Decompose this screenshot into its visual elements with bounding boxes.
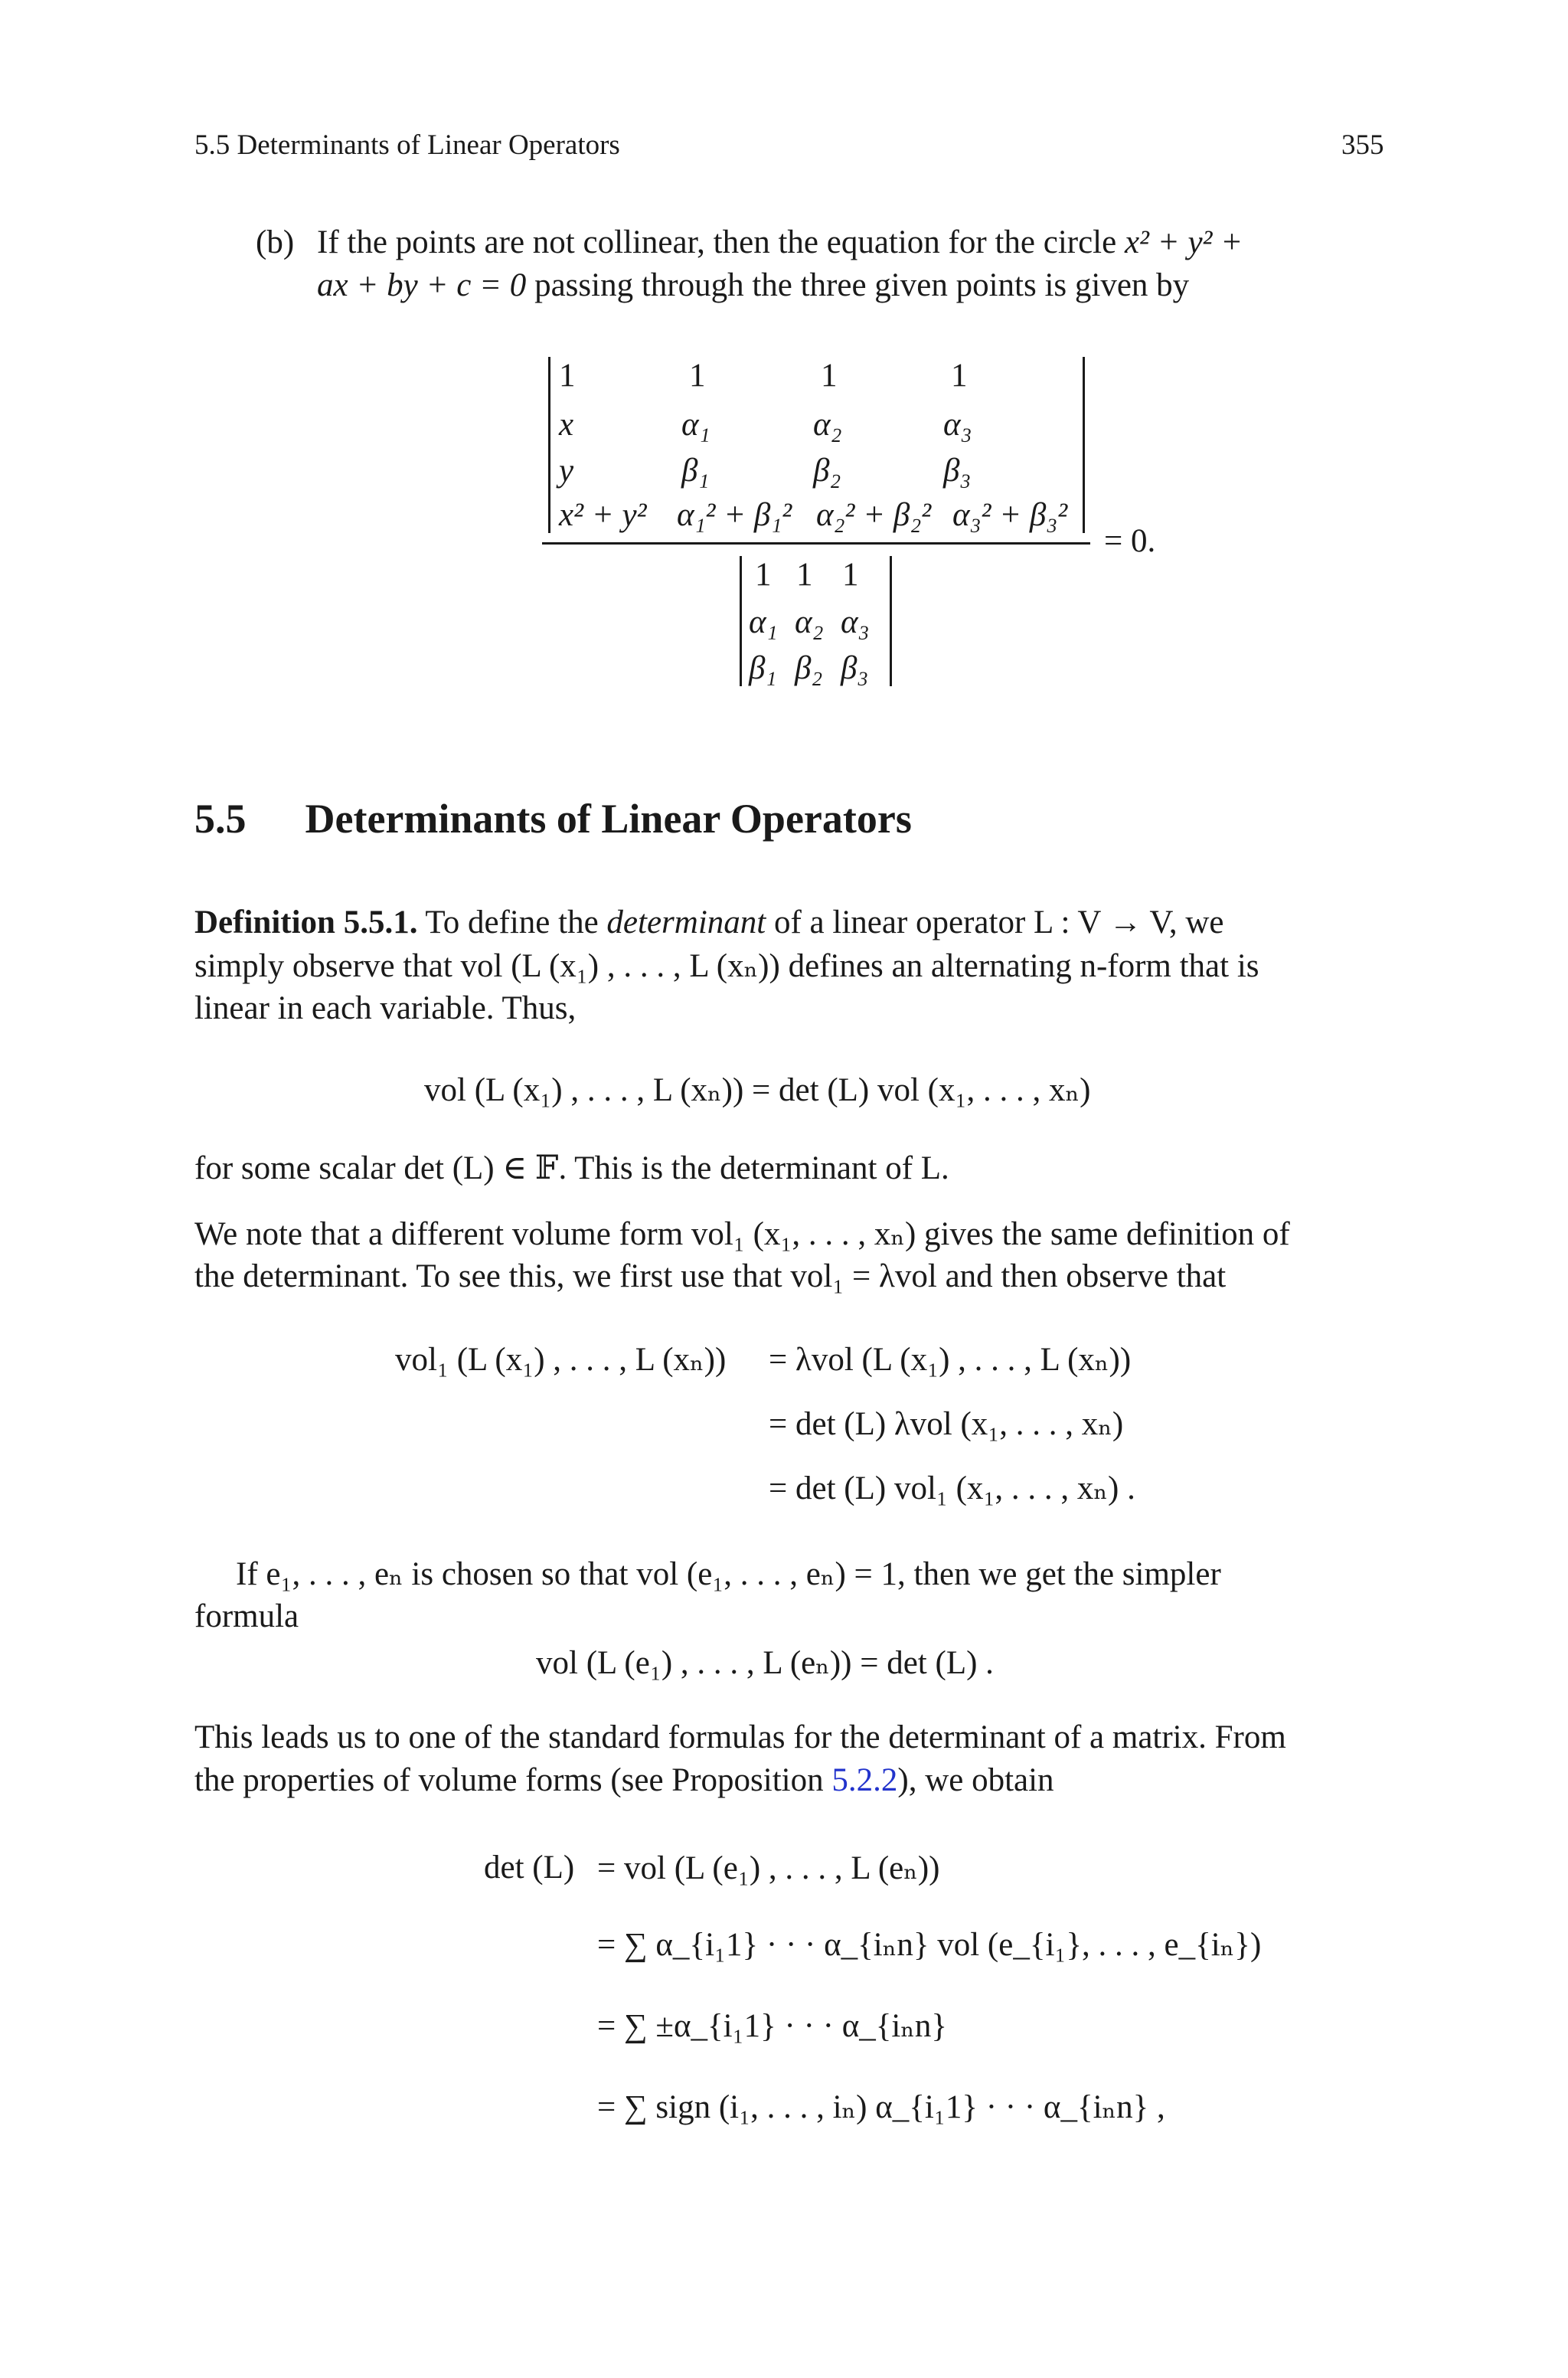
paragraph-volume-line1: We note that a different volume form vol₁ (x₁, . . . , xₙ) gives the same definition of [194,1216,1290,1252]
item-b-line1-text: If the points are not collinear, then the equation for the circle [317,224,1125,260]
denominator-left-bar [740,556,742,686]
eq2-row1: = λvol (L (x₁) , . . . , L (xₙ)) [769,1342,1132,1378]
num-r0-c0: 1 [559,358,576,394]
fraction-line [542,542,1090,545]
den-r0-c0: 1 [755,557,772,593]
item-b-line1-math: x² + y² + [1124,224,1243,260]
equation-vol-det: vol (L (x₁) , . . . , L (xₙ)) = det (L) vol (x₁, . . . , xₙ) [424,1072,1091,1108]
den-r1-c0: α₁ [749,604,778,640]
den-r2-c1: β₂ [795,650,823,686]
section-number: 5.5 [194,796,247,842]
equals-zero: = 0. [1104,523,1156,559]
num-r1-c0: x [559,407,574,443]
paragraph-basis-line1: If e₁, . . . , eₙ is chosen so that vol (e₁, . . . , eₙ) = 1, then we get the simpler [236,1556,1221,1592]
item-b-line2 [317,267,1189,304]
definition-line2: simply observe that vol (L (x₁) , . . . , L (xₙ)) defines an alternating n-form that is [194,948,1259,984]
paragraph-standard-line1: This leads us to one of the standard formulas for the determinant of a matrix. From [194,1719,1286,1755]
page-number: 355 [1341,129,1384,161]
proposition-link[interactable]: 5.2.2 [831,1762,898,1798]
den-r0-c2: 1 [842,557,859,593]
definition-line1-text: To define the [417,904,607,940]
eq4-row1: = vol (L (e₁) , . . . , L (eₙ)) [597,1850,940,1886]
paragraph-volume-line2: the determinant. To see this, we first use that vol₁ = λvol and then observe that [194,1258,1227,1294]
definition-line1 [194,904,1224,941]
eq4-row4: = ∑ sign (i₁, . . . , iₙ) α_{i₁1} · · · α_{iₙn} , [597,2089,1165,2125]
den-r2-c0: β₁ [749,650,777,686]
paragraph-standard-line2 [194,1761,1054,1799]
num-r2-c2: β₂ [813,453,841,489]
eq4-row3: = ∑ ±α_{i₁1} · · · α_{iₙn} [597,2008,948,2044]
num-r1-c3: α₃ [943,407,972,443]
section-title: Determinants of Linear Operators [305,796,912,842]
num-r3-c1: α₁² + β₁² [677,497,792,533]
eq4-lhs: det (L) [484,1850,575,1886]
numerator-right-bar [1083,357,1085,533]
item-b-line2-text: passing through the three given points is given by [526,267,1190,303]
num-r3-c3: α₃² + β₃² [952,497,1068,533]
definition-line3: linear in each variable. Thus, [194,990,577,1026]
num-r1-c1: α₁ [681,407,710,443]
num-r3-c0: x² + y² [559,497,647,533]
numerator-left-bar [548,357,550,533]
paragraph-standard-line2b: ), we obtain [897,1762,1054,1798]
num-r0-c2: 1 [821,358,838,394]
num-r2-c1: β₁ [681,453,710,489]
paragraph-standard-line2a: the properties of volume forms (see Proposition [194,1762,832,1798]
num-r3-c2: α₂² + β₂² [816,497,932,533]
paragraph-basis-line2: formula [194,1598,299,1634]
num-r2-c3: β₃ [943,453,972,489]
den-r0-c1: 1 [796,557,813,593]
section-heading [194,795,912,842]
equation-basis-det: vol (L (e₁) , . . . , L (eₙ)) = det (L) . [536,1645,994,1681]
eq2-lhs: vol₁ (L (x₁) , . . . , L (xₙ)) [395,1342,727,1378]
num-r2-c0: y [559,453,574,489]
num-r1-c2: α₂ [813,407,842,443]
running-header: 5.5 Determinants of Linear Operators [194,129,620,161]
den-r2-c2: β₃ [841,650,869,686]
definition-term: determinant [606,904,766,940]
definition-line1b: of a linear operator L : V → V, we [766,904,1224,940]
eq4-row2: = ∑ α_{i₁1} · · · α_{iₙn} vol (e_{i₁}, . . . , e_{iₙ}) [597,1927,1262,1963]
item-b-label: (b) [256,224,295,260]
paragraph-scalar: for some scalar det (L) ∈ 𝔽. This is the determinant of L. [194,1150,949,1186]
den-r1-c1: α₂ [795,604,824,640]
eq2-row3: = det (L) vol₁ (x₁, . . . , xₙ) . [769,1470,1135,1506]
eq2-row2: = det (L) λvol (x₁, . . . , xₙ) [769,1406,1124,1442]
denominator-right-bar [890,556,892,686]
den-r1-c2: α₃ [841,604,870,640]
num-r0-c3: 1 [951,358,968,394]
item-b-line2-math: ax + by + c = 0 [317,267,527,303]
item-b-line1 [317,224,1389,261]
num-r0-c1: 1 [689,358,706,394]
definition-label: Definition 5.5.1. [194,904,418,940]
